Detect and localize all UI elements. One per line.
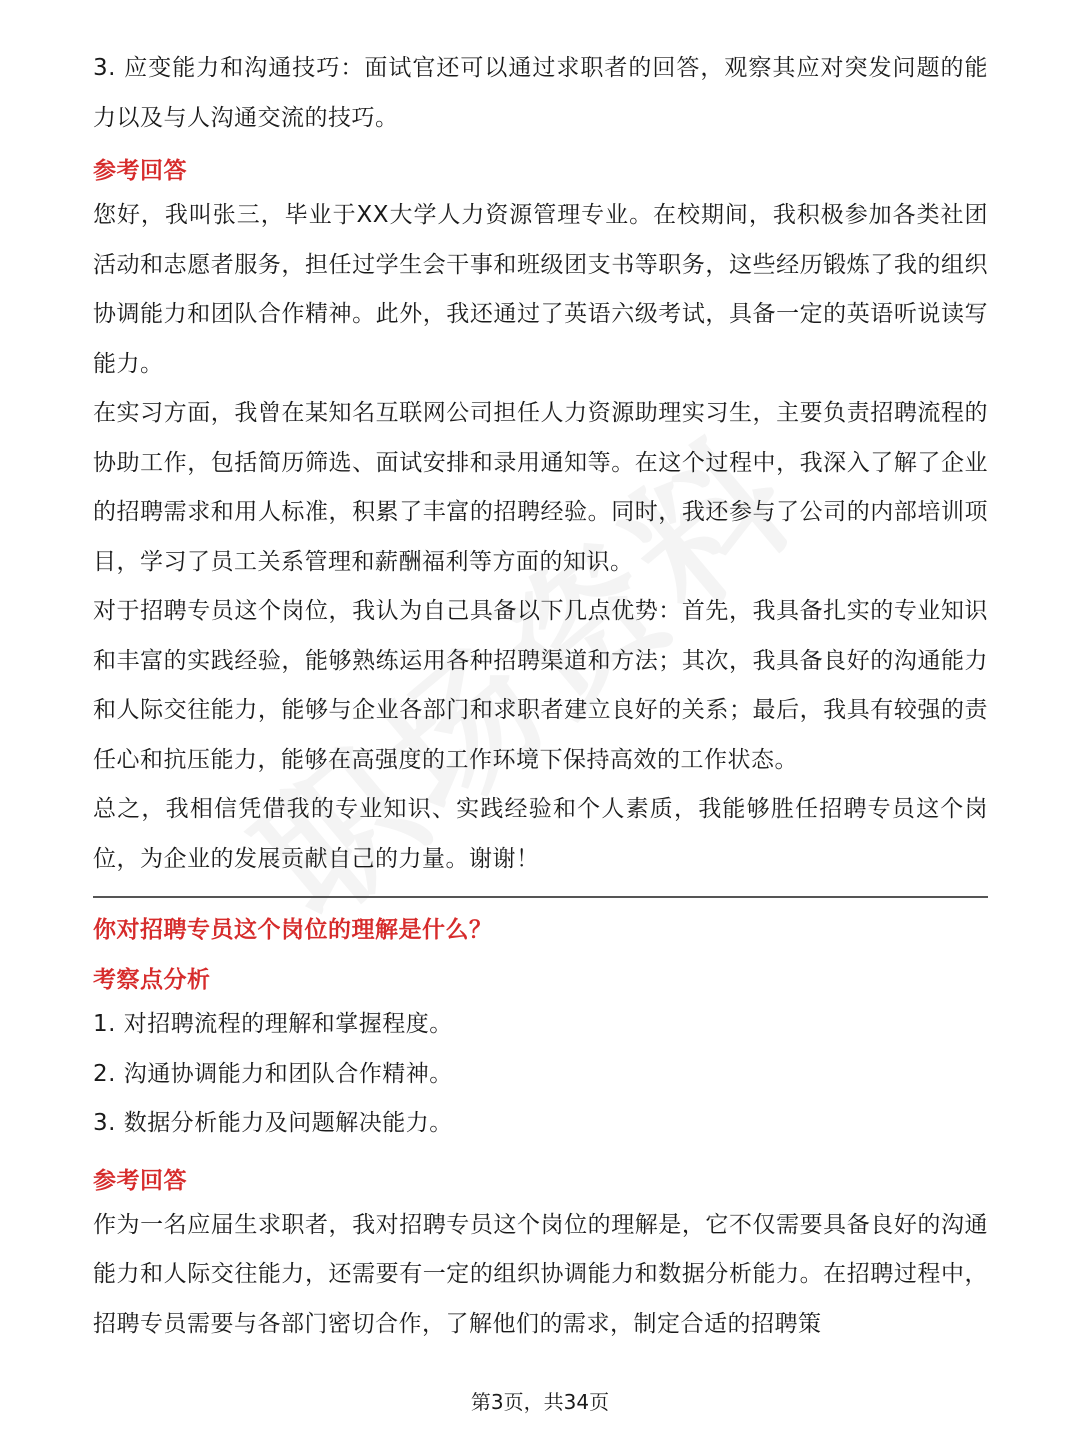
reference-answer-heading-2: 参考回答: [93, 1167, 187, 1194]
analysis-point: 1. 对招聘流程的理解和掌握程度。: [93, 1011, 453, 1037]
reference-answer-heading: 参考回答: [93, 158, 187, 184]
answer-paragraph-2: 作为一名应届生求职者，我对招聘专员这个岗位的理解是，它不仅需要具备良好的沟通能力和人际交往能力，还需要有一定的组织协调能力和数据分析能力。在招聘过程中，招聘专员需要与各部门密切合作，了解他们的需求，制定合适的招聘策: [93, 1211, 988, 1337]
answer-paragraph: 总之，我相信凭借我的专业知识、实践经验和个人素质，我能够胜任招聘专员这个岗位，为企业的发展贡献自己的力量。谢谢！: [93, 796, 988, 872]
answer-paragraph: 在实习方面，我曾在某知名互联网公司担任人力资源助理实习生，主要负责招聘流程的协助工作，包括简历筛选、面试安排和录用通知等。在这个过程中，我深入了解了企业的招聘需求和用人标准，积累了丰富的招聘经验。同时，我还参与了公司的内部培训项目，学习了员工关系管理和薪酬福利等方面的知识。: [93, 400, 988, 575]
document-body: [93, 44, 988, 1349]
intro-point-3: 3. 应变能力和沟通技巧：面试官还可以通过求职者的回答，观察其应对突发问题的能力以及与人沟通交流的技巧。: [93, 55, 988, 131]
answer-paragraph: 对于招聘专员这个岗位，我认为自己具备以下几点优势：首先，我具备扎实的专业知识和丰富的实践经验，能够熟练运用各种招聘渠道和方法；其次，我具备良好的沟通能力和人际交往能力，能够与企业各部门和求职者建立良好的关系；最后，我具有较强的责任心和抗压能力，能够在高强度的工作环境下保持高效的工作状态。: [93, 598, 988, 773]
question-title: 你对招聘专员这个岗位的理解是什么？: [93, 917, 493, 943]
analysis-heading: 考察点分析: [93, 967, 211, 993]
analysis-point: 3. 数据分析能力及问题解决能力。: [93, 1110, 453, 1136]
analysis-point: 2. 沟通协调能力和团队合作精神。: [93, 1060, 453, 1087]
answer-paragraph: 您好，我叫张三，毕业于XX大学人力资源管理专业。在校期间，我积极参加各类社团活动和志愿者服务，担任过学生会干事和班级团支书等职务，这些经历锻炼了我的组织协调能力和团队合作精神。此外，我还通过了英语六级考试，具备一定的英语听说读写能力。: [93, 202, 988, 377]
page-number: 第3页，共34页: [470, 1390, 610, 1414]
